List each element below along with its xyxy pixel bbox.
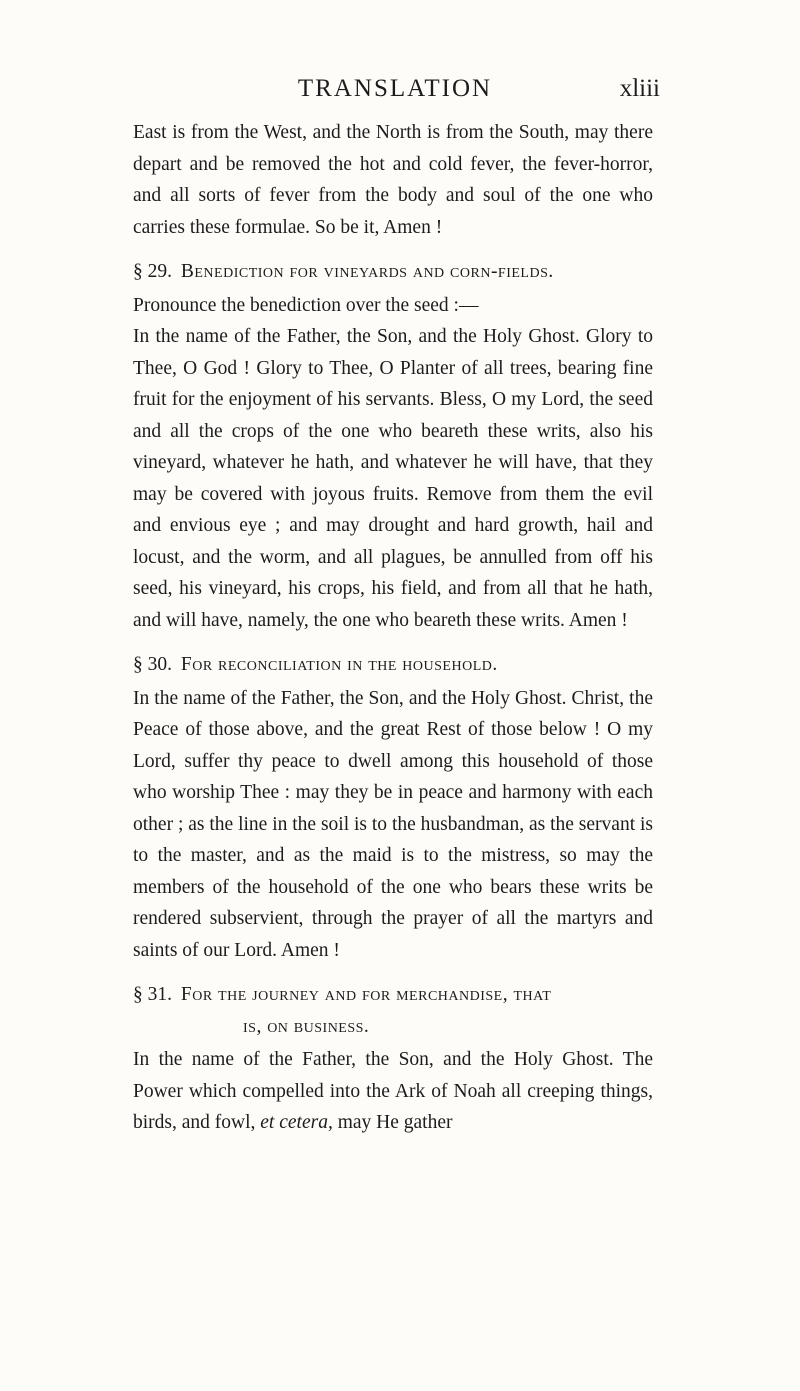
paragraph-reconciliation: In the name of the Father, the Son, and the Holy Ghost. Christ, the Peace of those above, and the great Rest of those below ! O my Lord, suffer thy peace to dwell among this household of those who worship Thee : may they be in peace and harmony with each other ; as the line in the soil is to the husbandman, as the servant is to the master, and as the maid is to the mistress, so may the members of the household of the one who bears these writs be rendered subservient, through the prayer of all the martyrs and saints of our Lord. Amen ! bbox=[133, 687, 653, 961]
section-heading-29 bbox=[133, 256, 653, 288]
paragraph-continuation: East is from the West, and the North is from the South, may there depart and be removed the hot and cold fever, the fever-horror, and all sorts of fever from the body and soul of the one who carries these formulae. So be it, Amen ! bbox=[133, 122, 653, 238]
paragraph-instruction: Pronounce the benediction over the seed :— bbox=[133, 294, 479, 316]
section-title: For reconciliation in the household. bbox=[180, 654, 498, 675]
running-head bbox=[130, 74, 660, 104]
section-title-continuation: is, on business. bbox=[243, 1015, 370, 1037]
paragraph-text: may He gather bbox=[332, 1112, 453, 1133]
section-number: § 31. bbox=[133, 984, 172, 1005]
page-number: xliii bbox=[619, 75, 660, 102]
running-title: TRANSLATION bbox=[297, 75, 493, 102]
paragraph-text: In the name of the Father, the Son, and the Holy Ghost. The Power which compelled into the Ark of Noah all creeping things, birds, and fowl, bbox=[133, 1049, 653, 1133]
section-heading-30 bbox=[133, 649, 653, 681]
paragraph-benediction: In the name of the Father, the Son, and the Holy Ghost. Glory to Thee, O God ! Glory to Thee, O Planter of all trees, bearing fine fruit for the enjoyment of his servants. Bless, O my Lord, the seed and all the crops of the one who beareth these writs, also his vineyard, whatever he hath, and whatever he will have, that they may be covered with joyous fruits. Remove from them the evil and envious eye ; and may drought and hard growth, hail and locust, and the worm, and all plagues, be annulled from off his seed, his vineyard, his crops, his field, and from all that he hath, and will have, namely, the one who beareth these writs. Amen ! bbox=[133, 326, 653, 631]
section-heading-31 bbox=[133, 979, 653, 1042]
italic-text: et cetera, bbox=[260, 1112, 333, 1133]
section-number: § 29. bbox=[133, 261, 172, 282]
page-body bbox=[133, 117, 653, 1139]
section-title: For the journey and for merchandise, that bbox=[180, 984, 552, 1005]
section-title: Benediction for vineyards and corn-fields. bbox=[180, 261, 554, 282]
section-number: § 30. bbox=[133, 654, 172, 675]
paragraph-journey bbox=[133, 1044, 653, 1139]
